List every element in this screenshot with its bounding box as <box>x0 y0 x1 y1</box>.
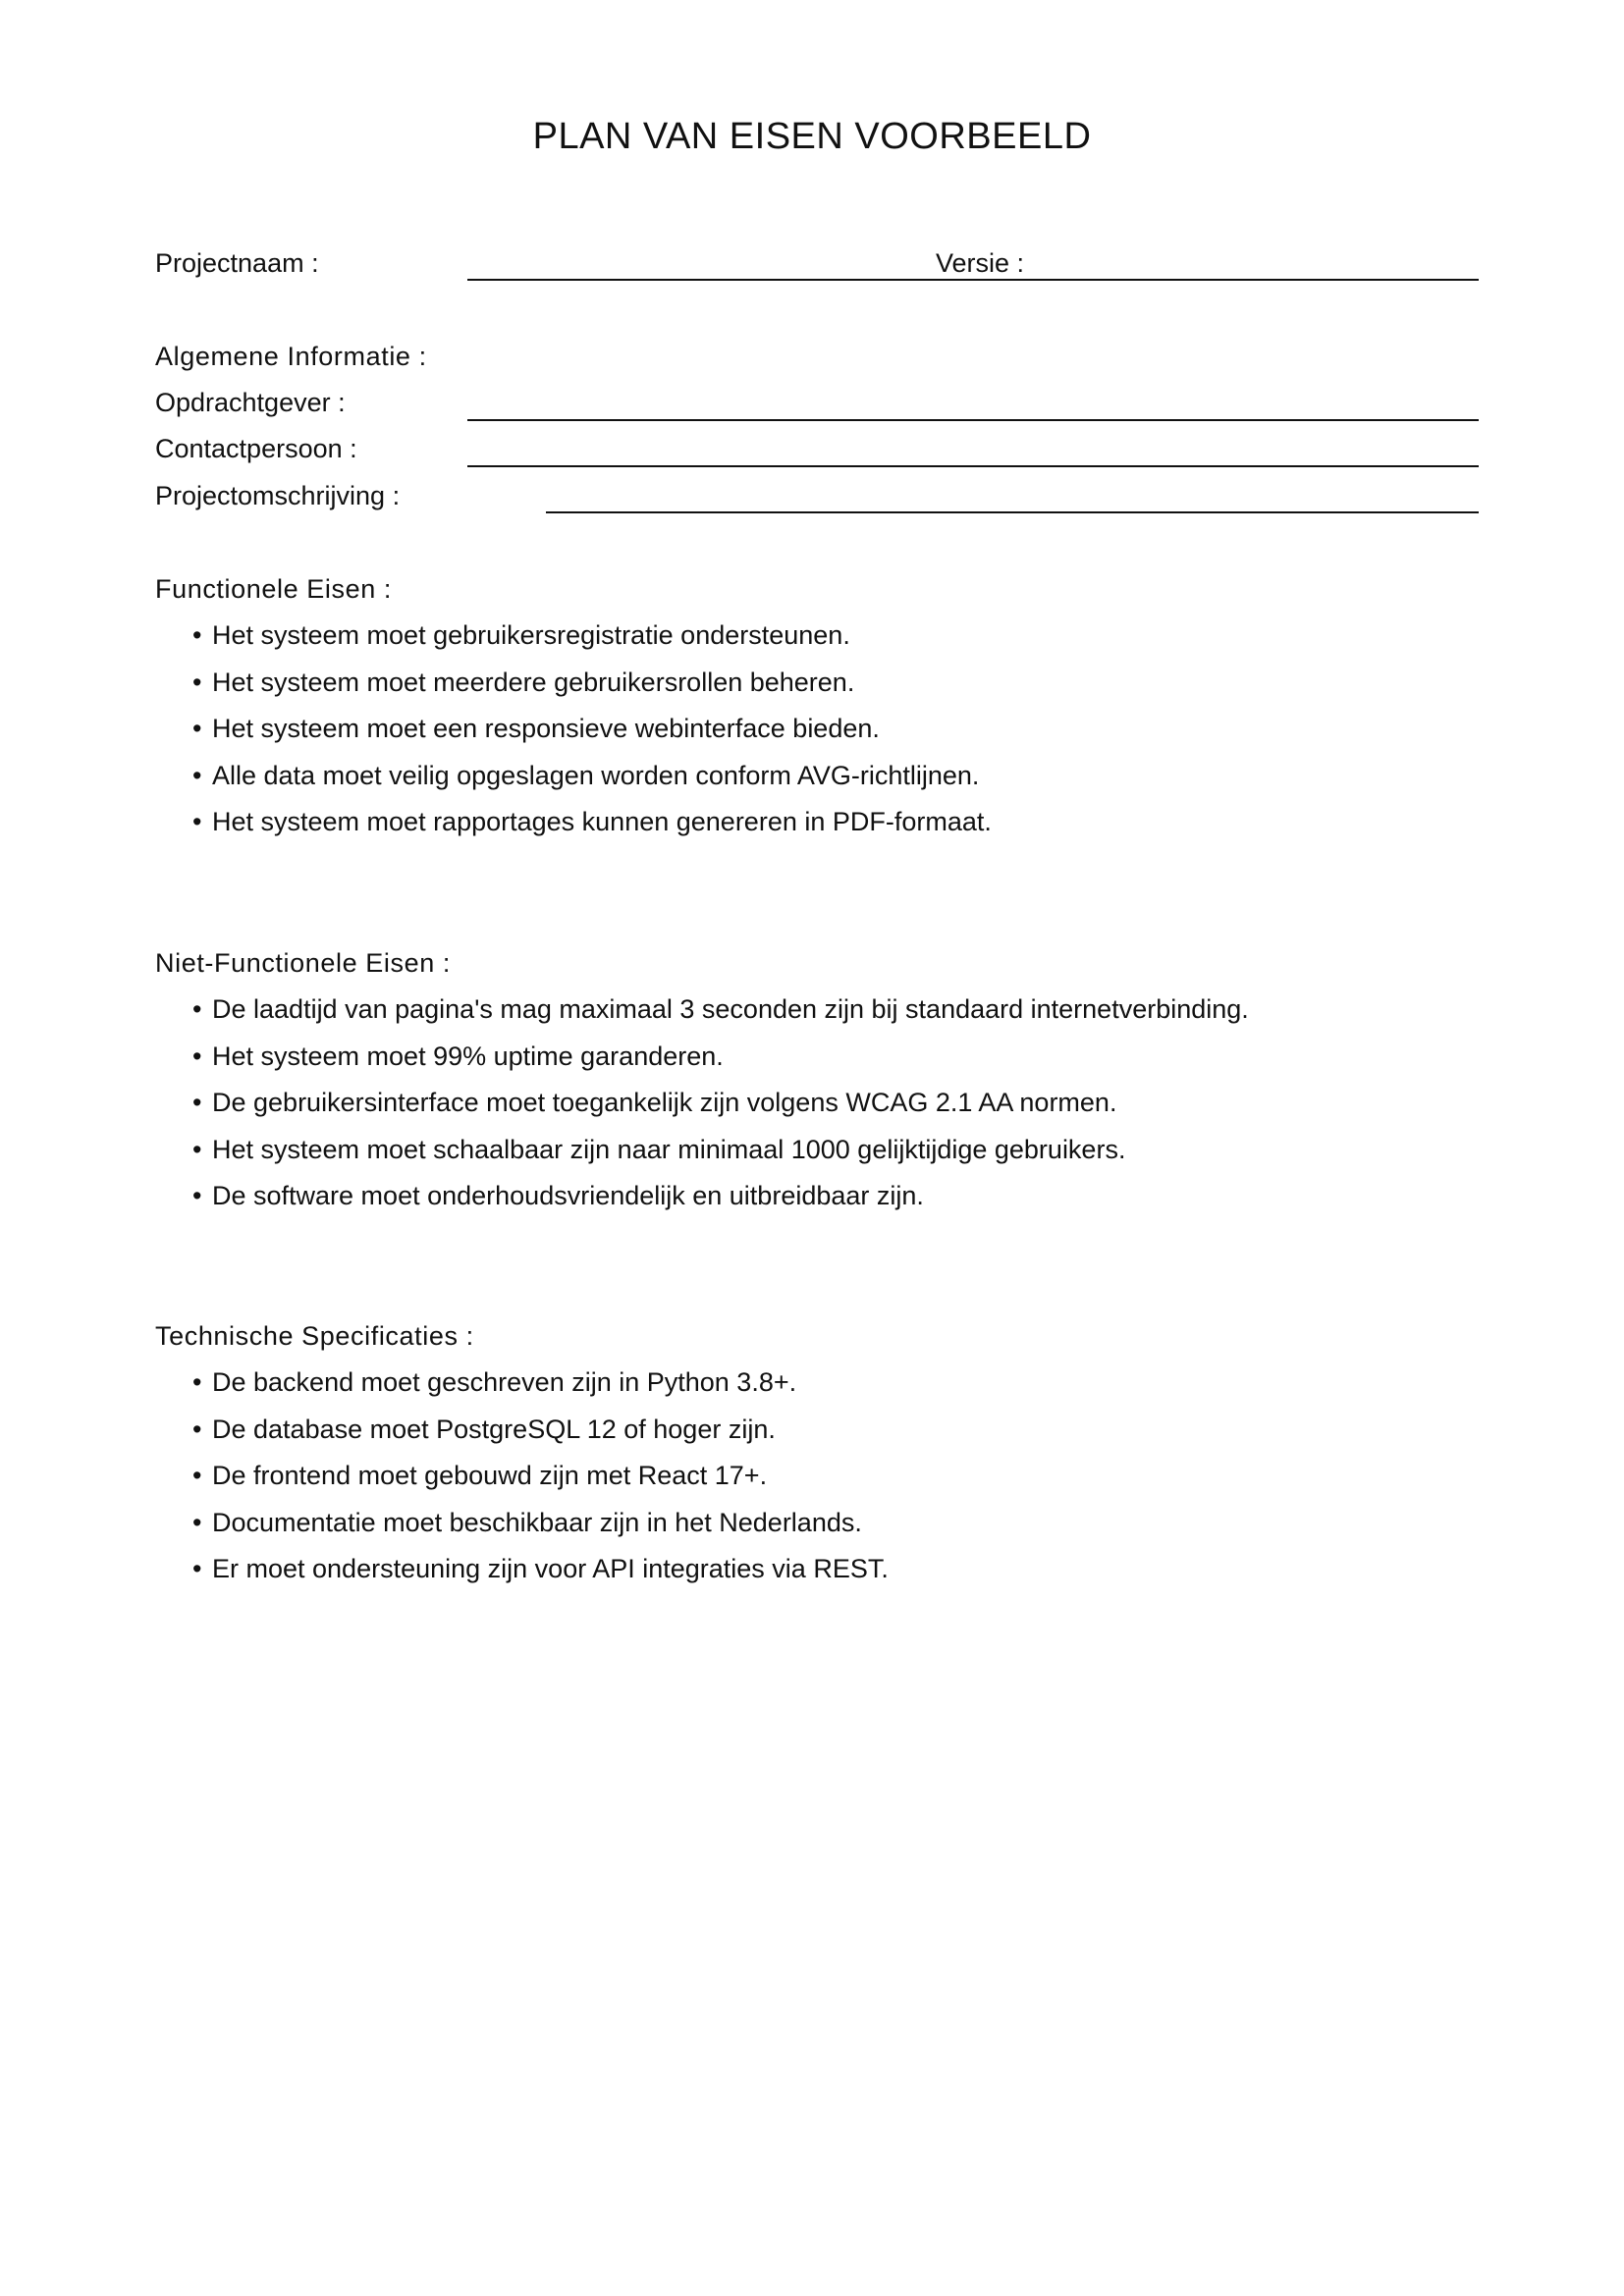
list-item: • Alle data moet veilig opgeslagen worden conform AVG-richtlijnen. <box>192 760 980 790</box>
bullet-icon: • <box>192 1181 202 1210</box>
bullet-icon: • <box>192 807 202 836</box>
bullet-icon: • <box>192 714 202 743</box>
description-label: Projectomschrijving : <box>155 481 401 510</box>
list-item: • De backend moet geschreven zijn in Python 3.8+. <box>192 1367 797 1397</box>
list-item: • Het systeem moet gebruikersregistratie ondersteunen. <box>192 620 850 650</box>
contact-label: Contactpersoon : <box>155 434 357 463</box>
contact-field-line[interactable] <box>467 465 1479 467</box>
project-name-label: Projectnaam : <box>155 248 319 278</box>
bullet-icon: • <box>192 667 202 697</box>
list-item: • Het systeem moet schaalbaar zijn naar minimaal 1000 gelijktijdige gebruikers. <box>192 1134 1126 1164</box>
client-field-line[interactable] <box>467 419 1479 421</box>
list-item: • Het systeem moet meerdere gebruikersrollen beheren. <box>192 667 855 697</box>
list-item: • De database moet PostgreSQL 12 of hoger zijn. <box>192 1414 776 1444</box>
technical-heading: Technische Specificaties : <box>155 1321 474 1351</box>
general-info-heading: Algemene Informatie : <box>155 342 427 371</box>
project-name-field-line[interactable] <box>467 279 1479 281</box>
bullet-icon: • <box>192 1507 202 1537</box>
version-label: Versie : <box>936 248 1025 278</box>
list-item: • De frontend moet gebouwd zijn met React 17+. <box>192 1461 768 1490</box>
list-item: • De laadtijd van pagina's mag maximaal 3 seconden zijn bij standaard internetverbinding. <box>192 994 1249 1024</box>
list-item: • Documentatie moet beschikbaar zijn in het Nederlands. <box>192 1507 862 1537</box>
functional-heading: Functionele Eisen : <box>155 574 393 604</box>
list-item: • Er moet ondersteuning zijn voor API integraties via REST. <box>192 1554 889 1583</box>
bullet-icon: • <box>192 1088 202 1117</box>
bullet-icon: • <box>192 1134 202 1164</box>
functional-list <box>192 619 992 853</box>
list-item: • Het systeem moet 99% uptime garanderen. <box>192 1041 724 1071</box>
description-field-line[interactable] <box>546 511 1479 513</box>
bullet-icon: • <box>192 1414 202 1444</box>
bullet-icon: • <box>192 1041 202 1071</box>
list-item: • Het systeem moet een responsieve webinterface bieden. <box>192 714 880 743</box>
non-functional-list <box>192 993 1249 1227</box>
bullet-icon: • <box>192 1554 202 1583</box>
technical-list <box>192 1366 889 1600</box>
list-item: • De gebruikersinterface moet toegankelijk zijn volgens WCAG 2.1 AA normen. <box>192 1088 1117 1117</box>
list-item: • Het systeem moet rapportages kunnen genereren in PDF-formaat. <box>192 807 992 836</box>
bullet-icon: • <box>192 1367 202 1397</box>
document-title: PLAN VAN EISEN VOORBEELD <box>532 116 1092 157</box>
bullet-icon: • <box>192 620 202 650</box>
bullet-icon: • <box>192 994 202 1024</box>
list-item: • De software moet onderhoudsvriendelijk en uitbreidbaar zijn. <box>192 1181 924 1210</box>
non-functional-heading: Niet-Functionele Eisen : <box>155 948 452 978</box>
bullet-icon: • <box>192 1461 202 1490</box>
client-label: Opdrachtgever : <box>155 388 346 417</box>
bullet-icon: • <box>192 760 202 790</box>
